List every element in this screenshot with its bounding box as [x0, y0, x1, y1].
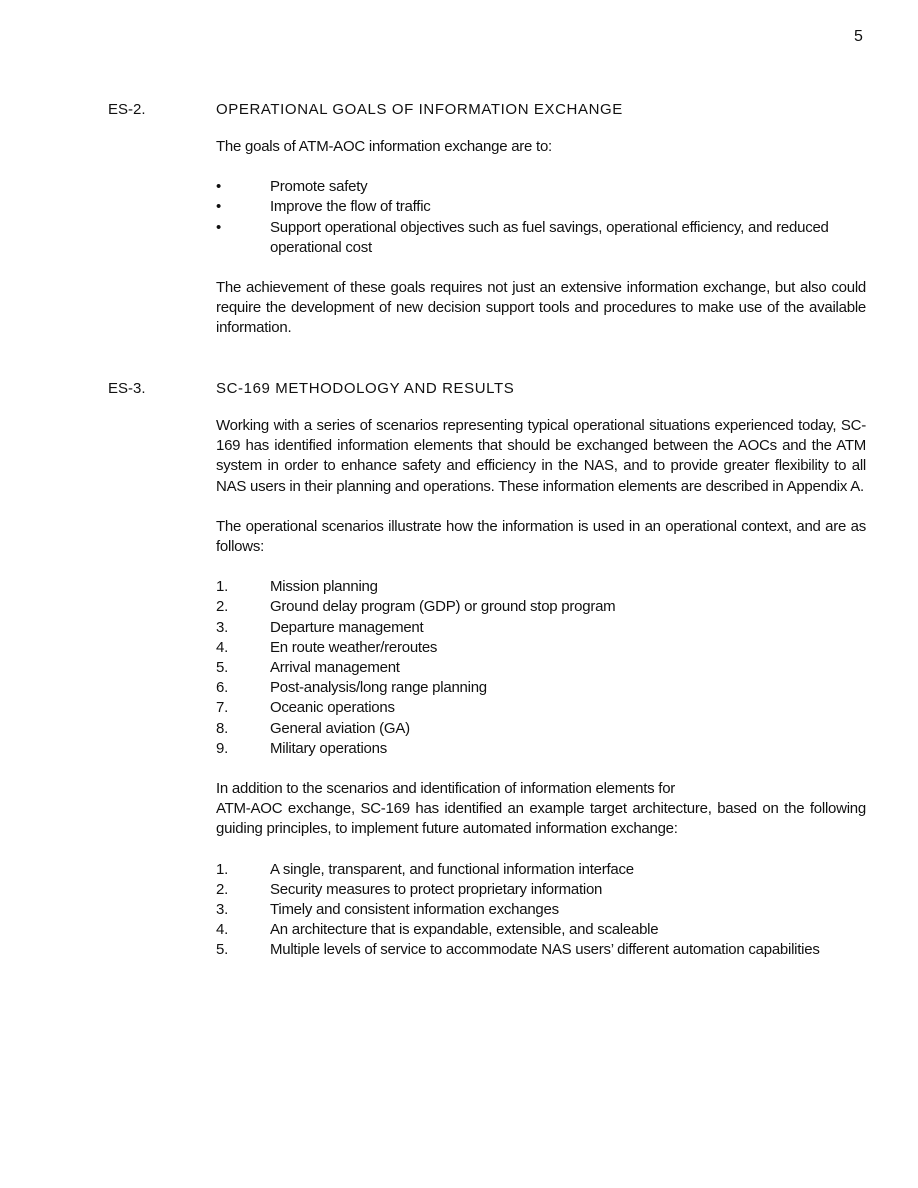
architecture-paragraph: ATM-AOC exchange, SC-169 has identified an example target architecture, based on the following guiding principles, to implement future automated information exchange: [216, 800, 866, 838]
list-item-text: A single, transparent, and functional information interface [270, 860, 634, 878]
list-item-text: Multiple levels of service to accommodate NAS users’ different automation capabilities [270, 941, 820, 959]
list-number: 9. [216, 739, 229, 757]
list-number: 2. [216, 598, 229, 616]
section-heading [108, 100, 868, 120]
list-item [216, 900, 866, 920]
bullet-icon: • [216, 178, 222, 196]
list-item-text: Security measures to protect proprietary information [270, 880, 603, 898]
list-item-text: Military operations [270, 739, 387, 757]
list-item [216, 940, 866, 960]
page-number: 5 [854, 28, 863, 45]
list-item [216, 719, 866, 739]
section-number: ES-3. [108, 380, 146, 397]
list-number: 4. [216, 638, 229, 656]
section-body [216, 137, 866, 339]
bullet-icon: • [216, 218, 222, 236]
list-item [216, 218, 866, 258]
list-item [216, 597, 866, 617]
list-item [216, 678, 866, 698]
list-item-text: Ground delay program (GDP) or ground stop program [270, 598, 616, 616]
list-number: 6. [216, 679, 229, 697]
list-item [216, 920, 866, 940]
list-item-text: Mission planning [270, 578, 378, 596]
list-item [216, 577, 866, 597]
list-number: 5. [216, 659, 229, 677]
list-item [216, 880, 866, 900]
architecture-paragraph-line1: In addition to the scenarios and identification of information elements for [216, 780, 676, 798]
list-item-text: General aviation (GA) [270, 719, 410, 737]
list-number: 3. [216, 901, 229, 919]
list-item-text: Post-analysis/long range planning [270, 679, 487, 697]
list-number: 5. [216, 941, 229, 959]
section-heading [108, 379, 868, 399]
list-item [216, 177, 866, 197]
section-es3 [108, 379, 868, 961]
list-number: 1. [216, 578, 229, 596]
list-item [216, 658, 866, 678]
list-item-text: Arrival management [270, 659, 400, 677]
bullet-icon: • [216, 198, 222, 216]
list-number: 2. [216, 880, 229, 898]
list-number: 3. [216, 618, 229, 636]
scenarios-intro-paragraph: The operational scenarios illustrate how the information is used in an operational context, and are as follows: [216, 517, 866, 556]
list-item [216, 739, 866, 759]
list-item [216, 698, 866, 718]
list-item-text: En route weather/reroutes [270, 638, 438, 656]
scenarios-list [216, 577, 866, 759]
list-item-text: An architecture that is expandable, extensible, and scaleable [270, 921, 659, 939]
principles-list [216, 860, 866, 961]
list-number: 7. [216, 699, 229, 717]
section-es2 [108, 100, 868, 339]
goals-list [216, 177, 866, 258]
list-item [216, 860, 866, 880]
section-number: ES-2. [108, 101, 146, 118]
list-item-text: Improve the flow of traffic [270, 198, 431, 216]
methodology-paragraph: Working with a series of scenarios representing typical operational situations experienced today, SC-169 has identified information elements that should be exchanged between the AOCs and the ATM system in order to enhance safety and efficiency in the NAS, and to provide greater flexibility to all NAS users in their planning and operations. These information elements are described in Appendix A. [216, 417, 866, 495]
list-number: 1. [216, 860, 229, 878]
list-item-text: Oceanic operations [270, 699, 395, 717]
list-item [216, 618, 866, 638]
list-number: 8. [216, 719, 229, 737]
goals-intro: The goals of ATM-AOC information exchange are to: [216, 138, 552, 155]
section-title: OPERATIONAL GOALS OF INFORMATION EXCHANGE [216, 101, 623, 118]
goals-closing-paragraph: The achievement of these goals requires not just an extensive information exchange, but also could require the development of new decision support tools and procedures to make use of the available information. [216, 279, 866, 337]
list-item-text: Promote safety [270, 178, 368, 196]
list-number: 4. [216, 921, 229, 939]
list-item-text: Departure management [270, 618, 424, 636]
section-title: SC-169 METHODOLOGY AND RESULTS [216, 380, 515, 397]
list-item [216, 638, 866, 658]
list-item-text: Timely and consistent information exchanges [270, 901, 559, 919]
list-item [216, 197, 866, 217]
section-body [216, 416, 866, 961]
list-item-text: Support operational objectives such as fuel savings, operational efficiency, and reduced operational cost [270, 218, 829, 256]
